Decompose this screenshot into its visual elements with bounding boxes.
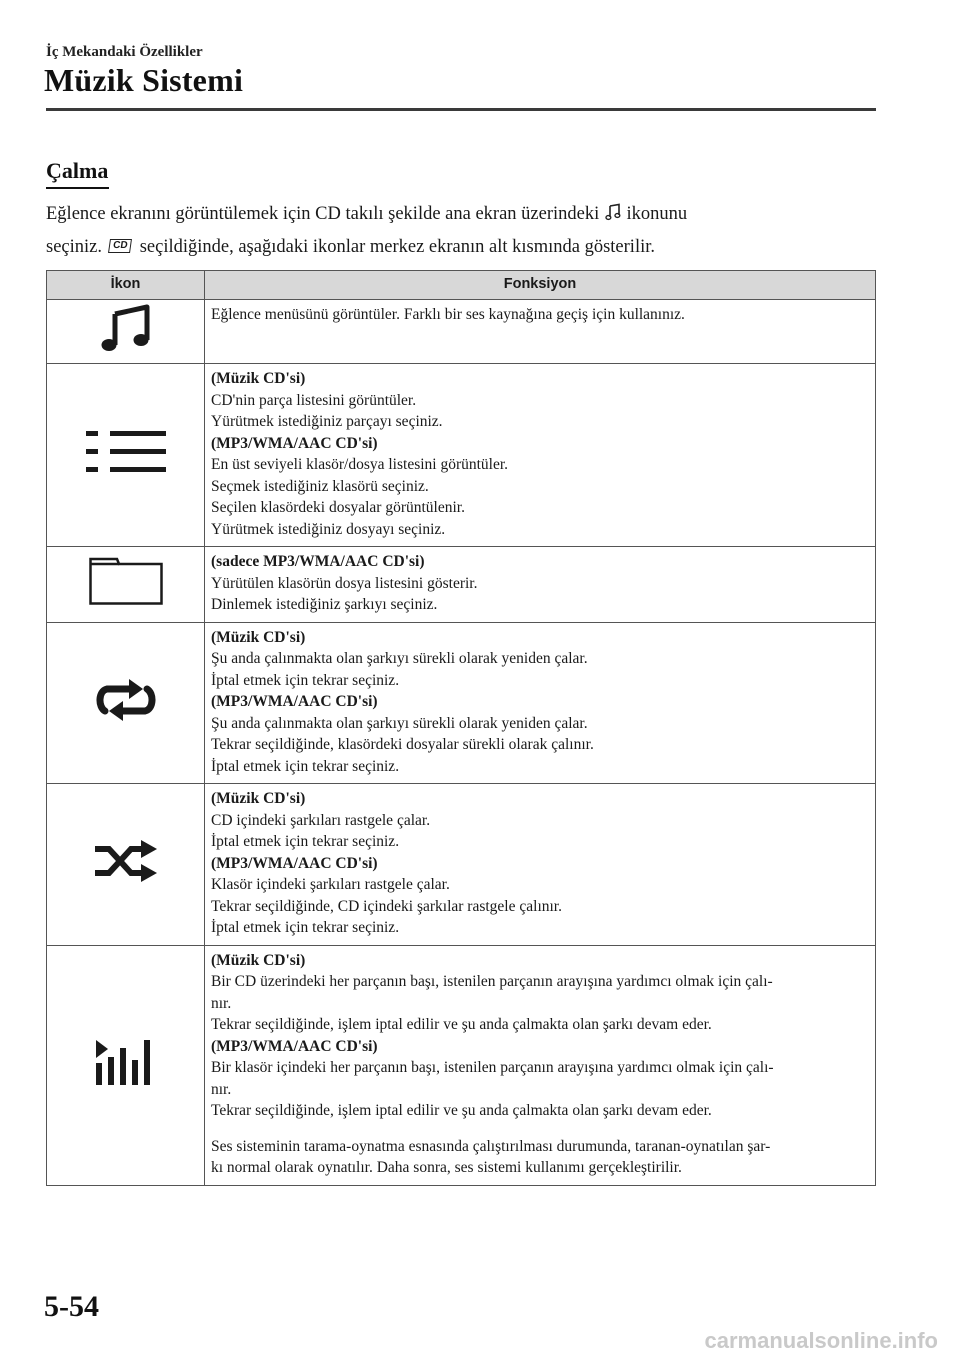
description-line: Yürütmek istediğiniz dosyayı seçiniz.: [211, 520, 446, 538]
description-line: Tekrar seçildiğinde, işlem iptal edilir ve şu anda çalmakta olan şarkı devam eder.: [211, 1102, 712, 1119]
intro-text-2a: seçiniz.: [46, 237, 107, 257]
section-title: Çalma: [46, 158, 109, 183]
shuffle-icon: [93, 839, 159, 883]
function-description: [205, 300, 876, 364]
intro-paragraph: [46, 199, 876, 262]
page-title: Müzik Sistemi: [44, 62, 244, 98]
watermark: carmanualsonline.info: [704, 1328, 938, 1353]
description-line: Yürütülen klasörün dosya listesini gösterir.: [211, 574, 478, 592]
column-header-icon: İkon: [47, 271, 205, 300]
intro-text-1a: Eğlence ekranını görüntülemek için CD takılı şekilde ana ekran üzerindeki: [46, 204, 604, 224]
description-line: Tekrar seçildiğinde, klasördeki dosyalar sürekli olarak çalınır.: [211, 736, 594, 753]
description-heading: (MP3/WMA/AAC CD'si): [211, 1037, 378, 1055]
function-description: [205, 784, 876, 946]
description-line: Klasör içindeki şarkıları rastgele çalar.: [211, 876, 450, 893]
description-line: İptal etmek için tekrar seçiniz.: [211, 757, 400, 775]
description-heading: (Müzik CD'si): [211, 628, 306, 646]
icon-function-table: [46, 270, 876, 1186]
description-heading: (MP3/WMA/AAC CD'si): [211, 854, 378, 872]
description-line: Seçmek istediğiniz klasörü seçiniz.: [211, 477, 429, 495]
music-note-icon: [98, 303, 154, 353]
table-row: [47, 364, 876, 547]
description-line: nır.: [211, 994, 232, 1012]
page-number: 5-54: [44, 1290, 99, 1323]
chapter-subtitle: İç Mekandaki Özellikler: [46, 44, 203, 60]
table-row: [47, 784, 876, 946]
description-line: Seçilen klasördeki dosyalar görüntülenir.: [211, 499, 465, 516]
description-line: Şu anda çalınmakta olan şarkıyı sürekli olarak yeniden çalar.: [211, 650, 588, 667]
description-line: Bir klasör içindeki her parçanın başı, istenilen parçanın arayışına yardımcı olmak için çalı-: [211, 1059, 774, 1076]
description-line: Bir CD üzerindeki her parçanın başı, istenilen parçanın arayışına yardımcı olmak için çalı-: [211, 973, 773, 990]
description-spacer: [211, 1122, 869, 1136]
description-line: Tekrar seçildiğinde, işlem iptal edilir ve şu anda çalmakta olan şarkı devam eder.: [211, 1016, 712, 1033]
table-row: [47, 945, 876, 1185]
column-header-function: Fonksiyon: [205, 271, 876, 300]
description-line: İptal etmek için tekrar seçiniz.: [211, 919, 400, 936]
description-line: nır.: [211, 1080, 232, 1098]
description-line: CD içindeki şarkıları rastgele çalar.: [211, 811, 431, 829]
description-heading: (Müzik CD'si): [211, 790, 306, 807]
table-row: [47, 547, 876, 623]
icon-cell: [47, 784, 205, 946]
icon-cell: [47, 622, 205, 784]
list-icon: [86, 429, 166, 475]
function-description: [205, 622, 876, 784]
function-description: [205, 547, 876, 623]
description-line: Yürütmek istediğiniz parçayı seçiniz.: [211, 413, 443, 430]
header-divider: [46, 108, 876, 111]
function-description: [205, 364, 876, 547]
table-header-row: [47, 271, 876, 300]
icon-cell: [47, 945, 205, 1185]
table-row: [47, 300, 876, 364]
music-note-inline-icon: [604, 202, 622, 232]
description-line: Şu anda çalınmakta olan şarkıyı sürekli olarak yeniden çalar.: [211, 714, 588, 732]
cd-badge-icon: CD: [108, 239, 132, 253]
scan-icon: [95, 1037, 157, 1087]
description-line: Dinlemek istediğiniz şarkıyı seçiniz.: [211, 596, 438, 613]
icon-cell: [47, 364, 205, 547]
repeat-icon: [93, 677, 159, 723]
description-heading: (Müzik CD'si): [211, 951, 306, 969]
intro-text-1b: ikonunu: [621, 204, 688, 224]
description-line: Ses sisteminin tarama-oynatma esnasında çalıştırılması durumunda, taranan-oynatılan şar-: [211, 1137, 771, 1155]
table-body: [47, 300, 876, 1186]
table-row: [47, 622, 876, 784]
description-line: En üst seviyeli klasör/dosya listesini görüntüler.: [211, 456, 509, 473]
description-heading: (MP3/WMA/AAC CD'si): [211, 693, 378, 710]
intro-line-2: [46, 232, 876, 262]
description-heading: (Müzik CD'si): [211, 370, 306, 387]
folder-icon: [89, 557, 163, 605]
description-heading: (MP3/WMA/AAC CD'si): [211, 434, 378, 452]
icon-cell: [47, 300, 205, 364]
section-title-underline: [46, 187, 109, 189]
description-line: İptal etmek için tekrar seçiniz.: [211, 833, 400, 850]
description-line: İptal etmek için tekrar seçiniz.: [211, 671, 400, 689]
intro-text-2b: seçildiğinde, aşağıdaki ikonlar merkez ekranın alt kısmında gösterilir.: [135, 237, 655, 257]
description-line: CD'nin parça listesini görüntüler.: [211, 391, 417, 409]
icon-cell: [47, 547, 205, 623]
function-description: [205, 945, 876, 1185]
description-line: kı normal olarak oynatılır. Daha sonra, ses sistemi kullanımı gerçekleştirilir.: [211, 1159, 682, 1176]
description-line: Eğlence menüsünü görüntüler. Farklı bir ses kaynağına geçiş için kullanınız.: [211, 306, 685, 323]
description-line: Tekrar seçildiğinde, CD içindeki şarkılar rastgele çalınır.: [211, 897, 562, 915]
description-heading: (sadece MP3/WMA/AAC CD'si): [211, 553, 425, 570]
intro-line-1: [46, 199, 876, 232]
